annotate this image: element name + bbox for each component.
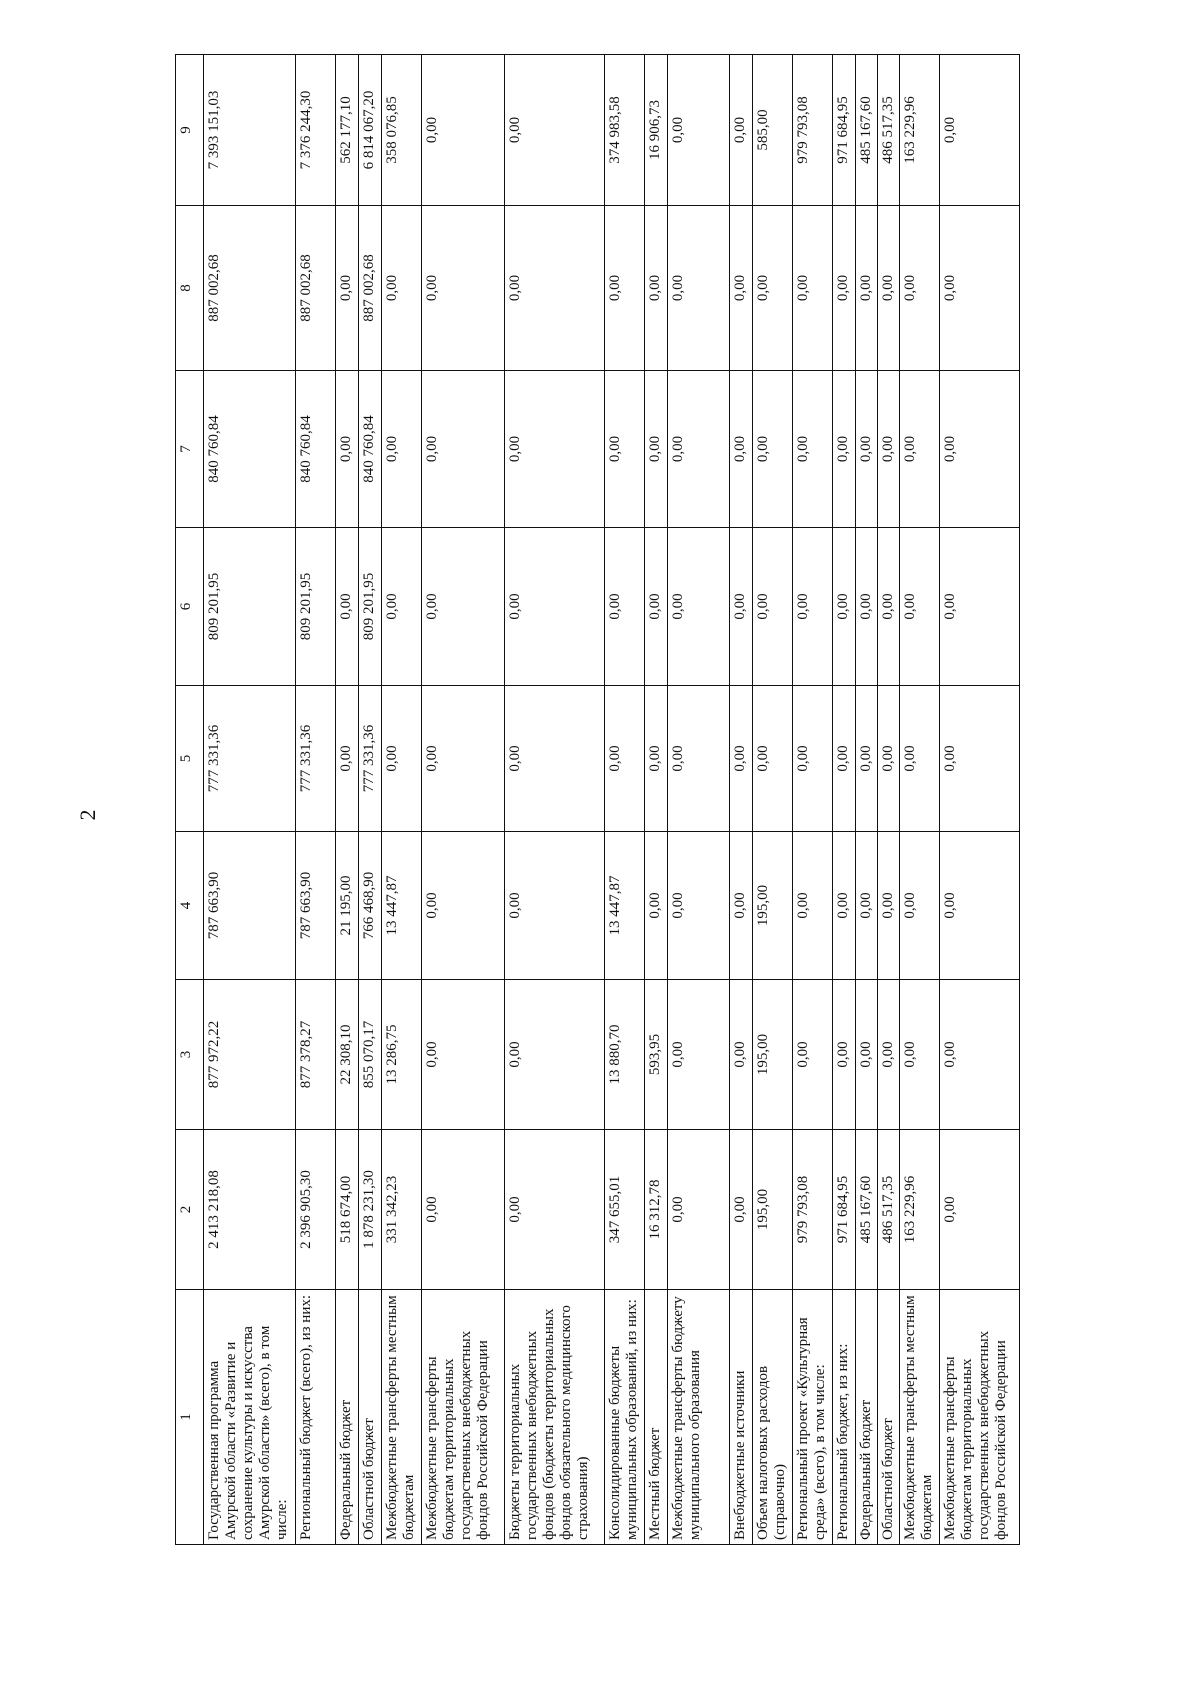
table-cell: 22 308,10 (336, 980, 359, 1130)
table-cell: 777 331,36 (296, 686, 336, 832)
table-cell: 0,00 (668, 1130, 730, 1290)
table-cell: 0,00 (833, 686, 856, 832)
table-cell: 593,95 (645, 980, 668, 1130)
table-row (878, 55, 900, 1545)
table-cell: 0,00 (730, 55, 753, 206)
table-cell: 1 878 231,30 (359, 1130, 382, 1290)
table-cell: 0,00 (668, 980, 730, 1130)
table-cell: 7 376 244,30 (296, 55, 336, 206)
table-cell: 2 413 218,08 (204, 1130, 296, 1290)
row-label: Федеральный бюджет (336, 1290, 359, 1545)
table-cell: 0,00 (900, 206, 940, 371)
table-cell: 0,00 (382, 528, 422, 686)
table-cell: 0,00 (856, 832, 878, 980)
table-cell: 877 972,22 (204, 980, 296, 1130)
row-label: Объем налоговых расходов (справочно) (753, 1290, 793, 1545)
table-row (793, 55, 833, 1545)
table-row (856, 55, 878, 1545)
table-cell: 0,00 (793, 371, 833, 528)
table-row (940, 55, 1020, 1545)
table-cell: 0,00 (878, 371, 900, 528)
table-cell: 0,00 (753, 371, 793, 528)
page-number: 2 (75, 809, 100, 821)
column-header: 3 (176, 980, 204, 1130)
table-cell: 374 983,58 (605, 55, 645, 206)
table-cell: 766 468,90 (359, 832, 382, 980)
table-cell: 0,00 (422, 528, 505, 686)
table-cell: 0,00 (793, 686, 833, 832)
table-cell: 486 517,35 (878, 55, 900, 206)
table-cell: 0,00 (422, 1130, 505, 1290)
table-cell: 809 201,95 (296, 528, 336, 686)
table-cell: 0,00 (940, 1130, 1020, 1290)
table-cell: 0,00 (730, 1130, 753, 1290)
table-cell: 0,00 (605, 528, 645, 686)
column-header: 9 (176, 55, 204, 206)
table-cell: 6 814 067,20 (359, 55, 382, 206)
table-cell: 840 760,84 (359, 371, 382, 528)
table-cell: 358 076,85 (382, 55, 422, 206)
table-cell: 0,00 (422, 55, 505, 206)
table-cell: 0,00 (730, 686, 753, 832)
row-label: Консолидированные бюджеты муниципальных образований, из них: (605, 1290, 645, 1545)
table-cell: 518 674,00 (336, 1130, 359, 1290)
table-cell: 0,00 (793, 528, 833, 686)
column-header: 5 (176, 686, 204, 832)
table-cell: 0,00 (336, 686, 359, 832)
table-cell: 163 229,96 (900, 1130, 940, 1290)
table-cell: 347 655,01 (605, 1130, 645, 1290)
table-cell: 0,00 (940, 980, 1020, 1130)
table-cell: 840 760,84 (296, 371, 336, 528)
row-label: Региональный бюджет, из них: (833, 1290, 856, 1545)
column-header: 8 (176, 206, 204, 371)
header-row (176, 55, 204, 1545)
budget-table (175, 54, 1020, 1545)
column-header: 6 (176, 528, 204, 686)
table-cell: 0,00 (878, 528, 900, 686)
table-cell: 13 286,75 (382, 980, 422, 1130)
table-cell: 0,00 (382, 206, 422, 371)
row-label: Региональный проект «Культурная среда» (всего), в том числе: (793, 1290, 833, 1545)
table-cell: 0,00 (336, 206, 359, 371)
table-cell: 0,00 (382, 371, 422, 528)
table-cell: 0,00 (833, 980, 856, 1130)
row-label: Межбюджетные трансферты бюджетам территориальных государственных внебюджетных фондов Российской Федерации (940, 1290, 1020, 1545)
table-cell: 787 663,90 (296, 832, 336, 980)
table-cell: 0,00 (856, 980, 878, 1130)
table-cell: 0,00 (900, 528, 940, 686)
table-cell: 0,00 (900, 832, 940, 980)
table-cell: 0,00 (940, 832, 1020, 980)
table-cell: 787 663,90 (204, 832, 296, 980)
table-cell: 777 331,36 (359, 686, 382, 832)
table-cell: 0,00 (940, 206, 1020, 371)
table-cell: 7 393 151,03 (204, 55, 296, 206)
table-cell: 0,00 (668, 832, 730, 980)
table-row (668, 55, 730, 1545)
table-cell: 13 880,70 (605, 980, 645, 1130)
row-label: Областной бюджет (359, 1290, 382, 1545)
table-cell: 0,00 (730, 206, 753, 371)
table-cell: 0,00 (605, 206, 645, 371)
table-cell: 0,00 (793, 980, 833, 1130)
table-row (833, 55, 856, 1545)
table-cell: 0,00 (833, 528, 856, 686)
table-cell: 0,00 (940, 55, 1020, 206)
table-cell: 0,00 (422, 686, 505, 832)
table-row (900, 55, 940, 1545)
table-cell: 979 793,08 (793, 55, 833, 206)
table-cell: 0,00 (878, 686, 900, 832)
table-cell: 0,00 (505, 206, 605, 371)
table-cell: 0,00 (505, 371, 605, 528)
table-cell: 16 312,78 (645, 1130, 668, 1290)
table-cell: 485 167,60 (856, 55, 878, 206)
column-header: 4 (176, 832, 204, 980)
table-cell: 0,00 (730, 980, 753, 1130)
table-cell: 0,00 (878, 832, 900, 980)
table-cell: 0,00 (833, 832, 856, 980)
row-label: Межбюджетные трансферты местным бюджетам (900, 1290, 940, 1545)
table-cell: 0,00 (382, 686, 422, 832)
table-cell: 0,00 (900, 980, 940, 1130)
table-cell: 0,00 (900, 371, 940, 528)
row-label: Межбюджетные трансферты бюджетам территориальных государственных внебюджетных фондов Российской Федерации (422, 1290, 505, 1545)
table-cell: 0,00 (833, 371, 856, 528)
table-cell: 13 447,87 (605, 832, 645, 980)
table-row (359, 55, 382, 1545)
table-cell: 0,00 (668, 206, 730, 371)
table-cell: 0,00 (336, 528, 359, 686)
row-label: Внебюджетные источники (730, 1290, 753, 1545)
table-cell: 0,00 (336, 371, 359, 528)
table-cell: 809 201,95 (204, 528, 296, 686)
table-cell: 887 002,68 (204, 206, 296, 371)
table-cell: 485 167,60 (856, 1130, 878, 1290)
table-cell: 195,00 (753, 980, 793, 1130)
table-row (336, 55, 359, 1545)
table-cell: 0,00 (422, 206, 505, 371)
table-cell: 0,00 (900, 686, 940, 832)
row-label: Бюджеты территориальных государственных внебюджетных фондов (бюджеты территориальных фондов обязательного медицинского страхования) (505, 1290, 605, 1545)
table-cell: 0,00 (668, 528, 730, 686)
table-row (645, 55, 668, 1545)
table-cell: 0,00 (505, 1130, 605, 1290)
table-row (422, 55, 505, 1545)
table-cell: 0,00 (793, 832, 833, 980)
table-cell: 0,00 (856, 686, 878, 832)
row-label: Межбюджетные трансферты бюджету муниципального образования (668, 1290, 730, 1545)
column-header: 2 (176, 1130, 204, 1290)
table-row (296, 55, 336, 1545)
table-cell: 0,00 (940, 528, 1020, 686)
table-cell: 0,00 (422, 980, 505, 1130)
table-cell: 0,00 (856, 528, 878, 686)
table-cell: 562 177,10 (336, 55, 359, 206)
table-cell: 331 342,23 (382, 1130, 422, 1290)
table-cell: 195,00 (753, 832, 793, 980)
table-cell: 0,00 (878, 206, 900, 371)
table-cell: 486 517,35 (878, 1130, 900, 1290)
table-cell: 0,00 (505, 832, 605, 980)
table-cell: 0,00 (878, 980, 900, 1130)
table-cell: 0,00 (645, 832, 668, 980)
table-cell: 0,00 (753, 528, 793, 686)
table-cell: 0,00 (940, 371, 1020, 528)
table-row (605, 55, 645, 1545)
table-cell: 0,00 (668, 371, 730, 528)
table-cell: 0,00 (645, 206, 668, 371)
table-cell: 0,00 (422, 371, 505, 528)
table-cell: 0,00 (668, 55, 730, 206)
table-cell: 0,00 (605, 371, 645, 528)
table-cell: 979 793,08 (793, 1130, 833, 1290)
table-cell: 0,00 (645, 371, 668, 528)
table-cell: 0,00 (753, 206, 793, 371)
table-cell: 195,00 (753, 1130, 793, 1290)
table-cell: 21 195,00 (336, 832, 359, 980)
table-cell: 0,00 (856, 371, 878, 528)
table-cell: 887 002,68 (296, 206, 336, 371)
table-cell: 0,00 (645, 528, 668, 686)
table-cell: 0,00 (505, 528, 605, 686)
table-row (382, 55, 422, 1545)
table-cell: 777 331,36 (204, 686, 296, 832)
rotated-table-container (175, 55, 1200, 1545)
table-cell: 0,00 (856, 206, 878, 371)
table-cell: 0,00 (505, 686, 605, 832)
table-cell: 971 684,95 (833, 1130, 856, 1290)
row-label: Местный бюджет (645, 1290, 668, 1545)
table-cell: 0,00 (605, 686, 645, 832)
row-label: Областной бюджет (878, 1290, 900, 1545)
table-cell: 0,00 (940, 686, 1020, 832)
row-label: Региональный бюджет (всего), из них: (296, 1290, 336, 1545)
table-cell: 0,00 (645, 686, 668, 832)
row-label: Федеральный бюджет (856, 1290, 878, 1545)
table-row (753, 55, 793, 1545)
table-cell: 840 760,84 (204, 371, 296, 528)
table-cell: 16 906,73 (645, 55, 668, 206)
table-cell: 2 396 905,30 (296, 1130, 336, 1290)
table-row (204, 55, 296, 1545)
table-cell: 0,00 (668, 686, 730, 832)
table-cell: 0,00 (505, 980, 605, 1130)
table-cell: 809 201,95 (359, 528, 382, 686)
table-cell: 0,00 (793, 206, 833, 371)
table-cell: 585,00 (753, 55, 793, 206)
table-cell: 0,00 (833, 206, 856, 371)
table-cell: 971 684,95 (833, 55, 856, 206)
table-cell: 855 070,17 (359, 980, 382, 1130)
table-cell: 0,00 (730, 832, 753, 980)
row-label: Государственная программа Амурской области «Развитие и сохранение культуры и искусства Амурской области» (всего), в том числе: (204, 1290, 296, 1545)
row-label: Межбюджетные трансферты местным бюджетам (382, 1290, 422, 1545)
table-row (505, 55, 605, 1545)
table-cell: 877 378,27 (296, 980, 336, 1130)
table-cell: 13 447,87 (382, 832, 422, 980)
column-header: 1 (176, 1290, 204, 1545)
table-row (730, 55, 753, 1545)
table-cell: 0,00 (730, 528, 753, 686)
table-cell: 0,00 (422, 832, 505, 980)
table-cell: 0,00 (753, 686, 793, 832)
column-header: 7 (176, 371, 204, 528)
table-cell: 163 229,96 (900, 55, 940, 206)
table-cell: 887 002,68 (359, 206, 382, 371)
table-cell: 0,00 (505, 55, 605, 206)
table-cell: 0,00 (730, 371, 753, 528)
